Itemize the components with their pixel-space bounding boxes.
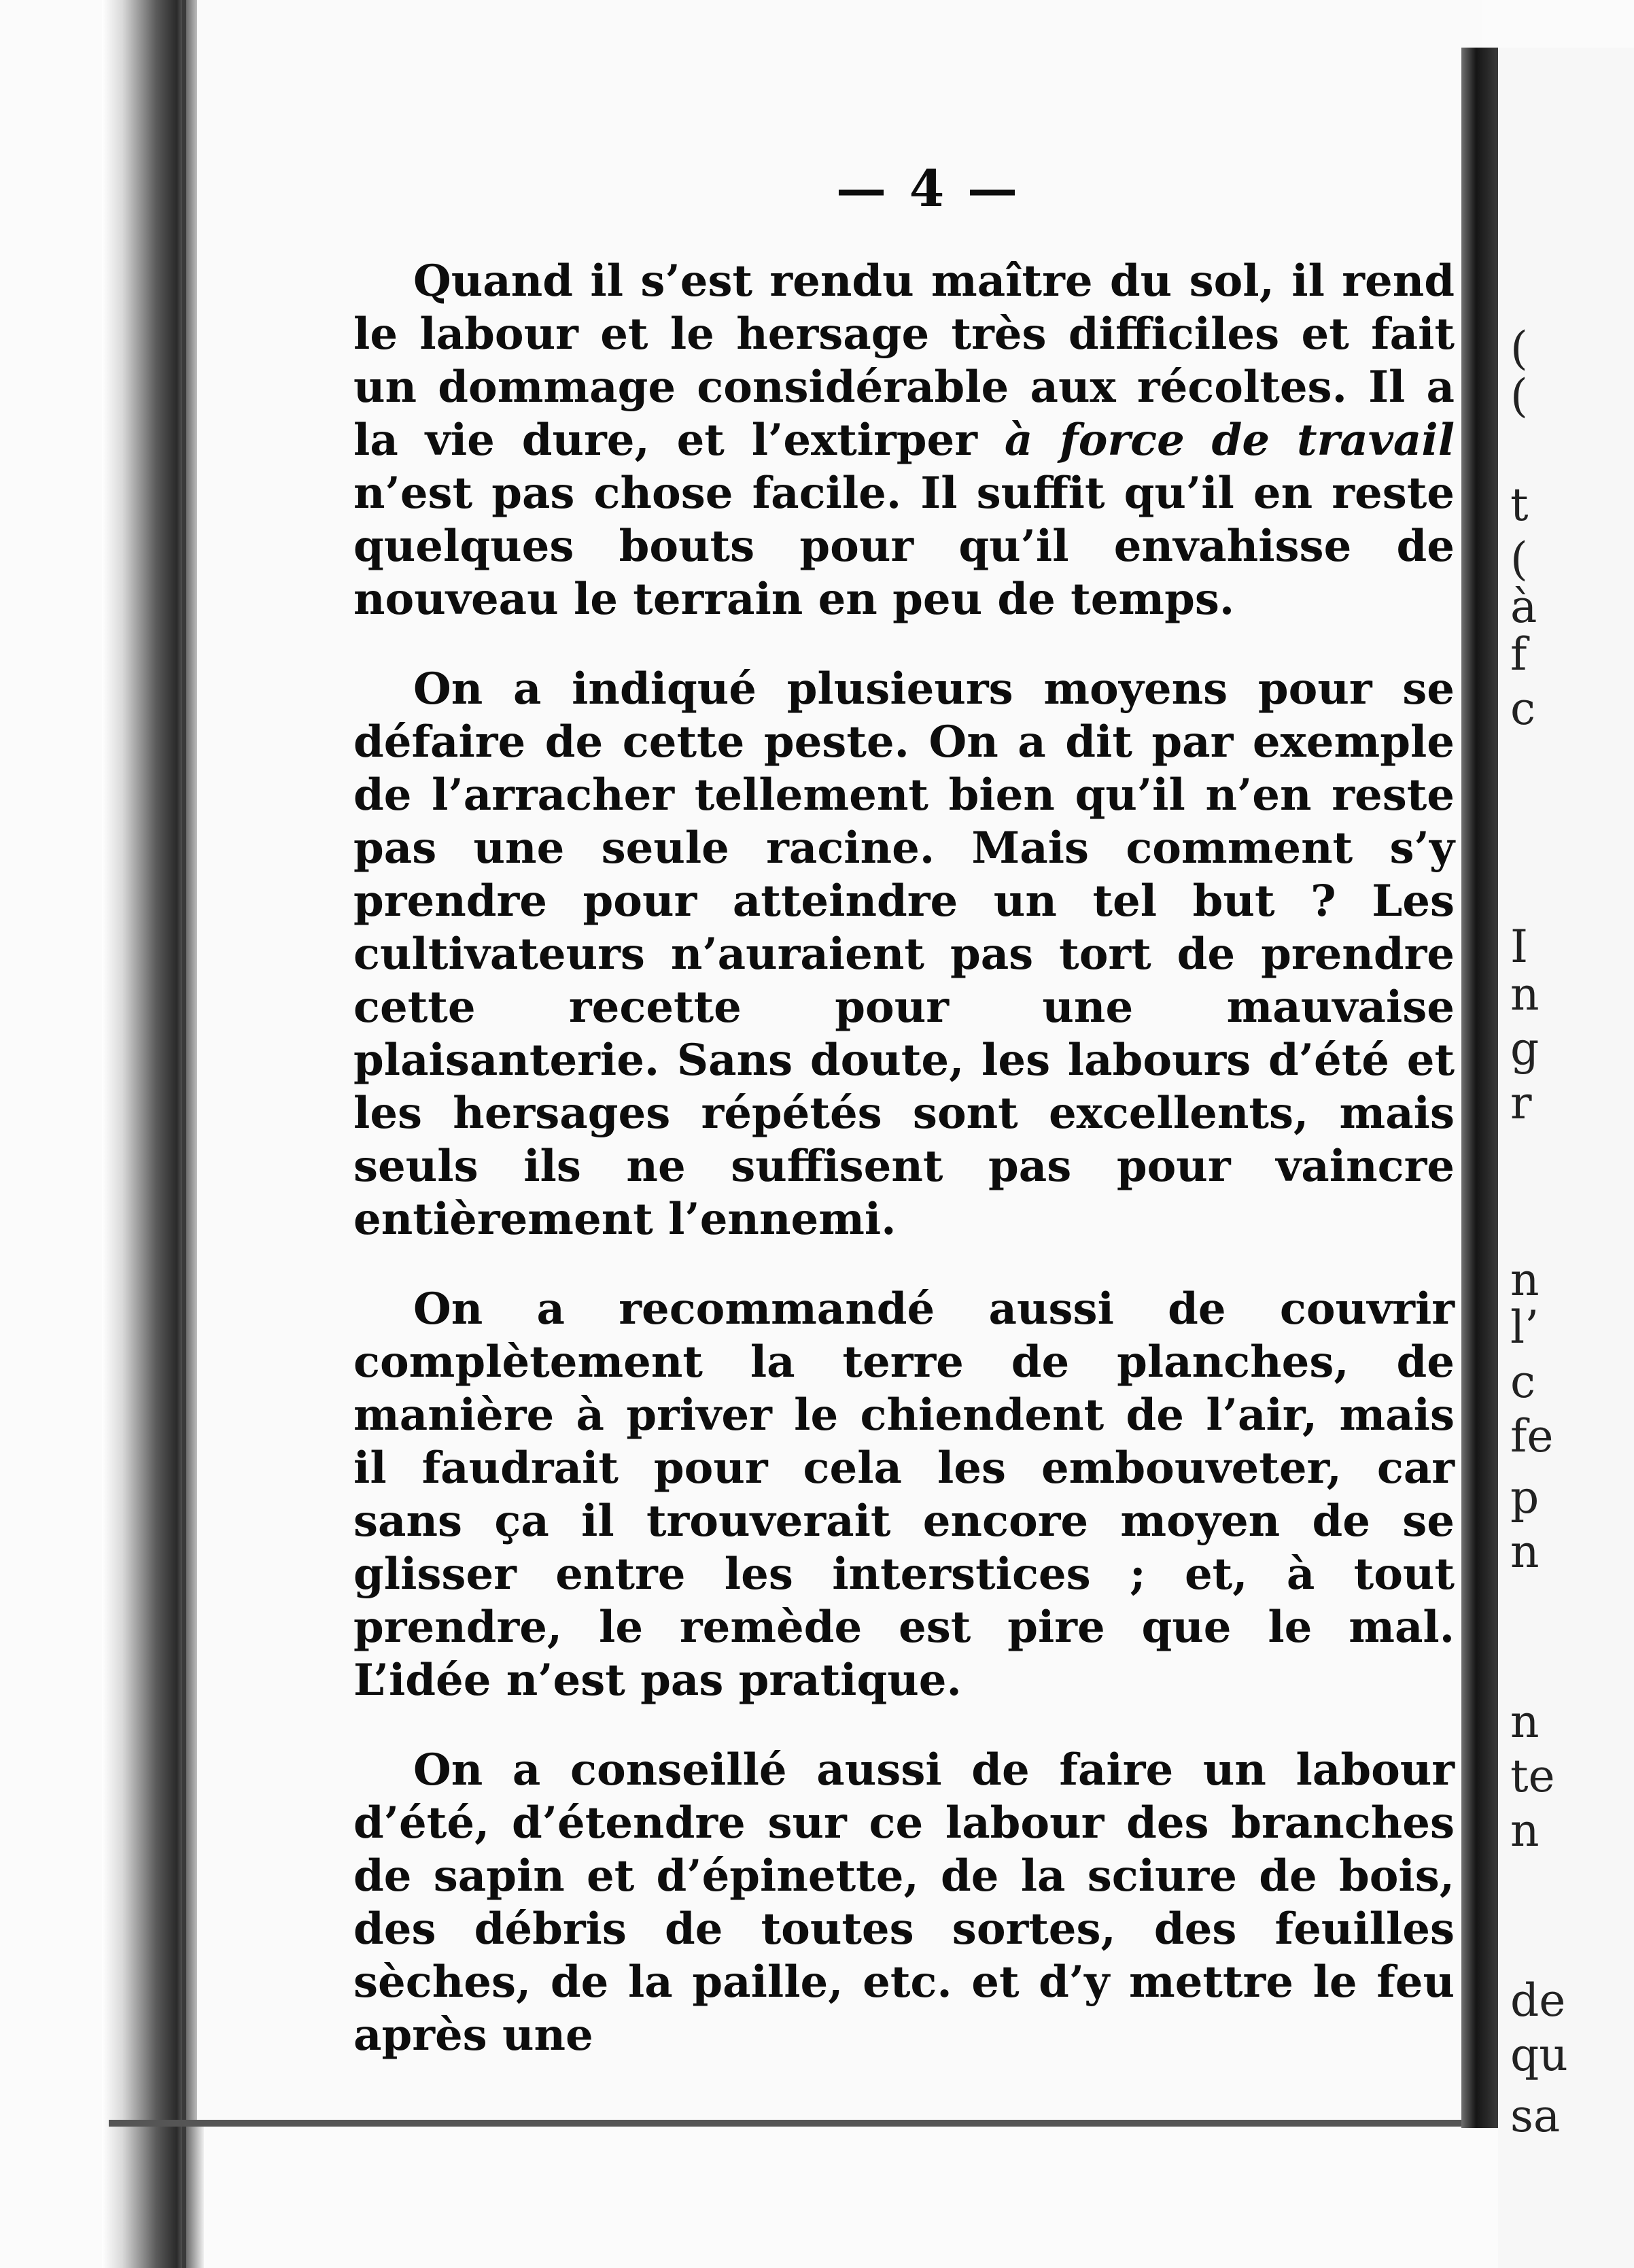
facing-page-fragment: n xyxy=(1510,1804,1540,1857)
gutter-line xyxy=(182,0,186,2268)
page-number: — 4 — xyxy=(836,160,1021,218)
facing-page-fragment: r xyxy=(1510,1077,1532,1129)
facing-page-fragment: qu xyxy=(1510,2029,1568,2081)
facing-page-fragment: c xyxy=(1510,683,1535,735)
facing-page-fragment: fe xyxy=(1510,1410,1554,1462)
facing-page-fragment: n xyxy=(1510,1254,1540,1306)
facing-page-fragment: l’ xyxy=(1510,1301,1540,1354)
book-gutter-left xyxy=(102,0,204,2268)
facing-page-fragment: p xyxy=(1510,1471,1540,1524)
facing-page-fragment: t xyxy=(1510,479,1529,531)
facing-page-fragment: n xyxy=(1510,1526,1540,1578)
facing-page-fragment: f xyxy=(1510,628,1527,681)
paragraph: On a conseillé aussi de faire un labour d’été, d’étendre sur ce labour des branches de sapin et d’épinette, de la sciure de bois, des débris de toutes sortes, des feuilles sèches, de la paille, etc. et d’y mettre le feu après une xyxy=(353,1745,1455,2061)
facing-page-fragment: ( xyxy=(1510,322,1528,375)
body-text xyxy=(353,255,1455,2062)
paragraph xyxy=(353,255,1455,626)
emphasized-phrase: à force de travail xyxy=(1004,415,1455,466)
facing-page-fragment: ( xyxy=(1510,533,1528,585)
book-edge-right xyxy=(1461,48,1498,2128)
facing-page-sliver xyxy=(1498,48,1634,2268)
facing-page-fragment: de xyxy=(1510,1974,1566,2027)
facing-page-fragment: ( xyxy=(1510,370,1528,422)
paragraph-text: n’est pas chose facile. Il suffit qu’il en reste quelques bouts pour qu’il envahisse de nouveau le terrain en peu de temps. xyxy=(353,468,1455,625)
facing-page-fragment: te xyxy=(1510,1750,1555,1802)
page-bottom-edge xyxy=(109,2120,1482,2127)
facing-page-fragment: c xyxy=(1510,1356,1535,1408)
paragraph-text: Quand il s’est rendu maître du sol, il rend le labour et le hersage très difficiles et fait un dommage considérable aux récoltes. Il a la vie dure, et l’extirper xyxy=(353,256,1455,466)
facing-page-fragment: n xyxy=(1510,968,1540,1020)
paragraph: On a indiqué plusieurs moyens pour se défaire de cette peste. On a dit par exemple de l’arracher tellement bien qu’il n’en reste pas une seule racine. Mais comment s’y prendre pour atteindre un tel but ? Les cultivateurs n’auraient pas tort de prendre cette recette pour une mauvaise plaisanterie. Sans doute, les labours d’été et les hersages répétés sont excellents, mais seuls ils ne suffisent pas pour vaincre entièrement l’ennemi. xyxy=(353,664,1455,1245)
facing-page-fragment: g xyxy=(1510,1023,1540,1075)
facing-page-fragment: I xyxy=(1510,921,1529,973)
facing-page-fragment: n xyxy=(1510,1696,1540,1748)
facing-page-fragment: sa xyxy=(1510,2090,1561,2142)
facing-page-fragment: à xyxy=(1510,581,1537,633)
paragraph: On a recommandé aussi de couvrir complètement la terre de planches, de manière à priver le chiendent de l’air, mais il faudrait pour cela les embouveter, car sans ça il trouverait encore moyen de se glisser entre les interstices ; et, à tout prendre, le remède est pire que le mal. L’idée n’est pas pratique. xyxy=(353,1284,1455,1706)
